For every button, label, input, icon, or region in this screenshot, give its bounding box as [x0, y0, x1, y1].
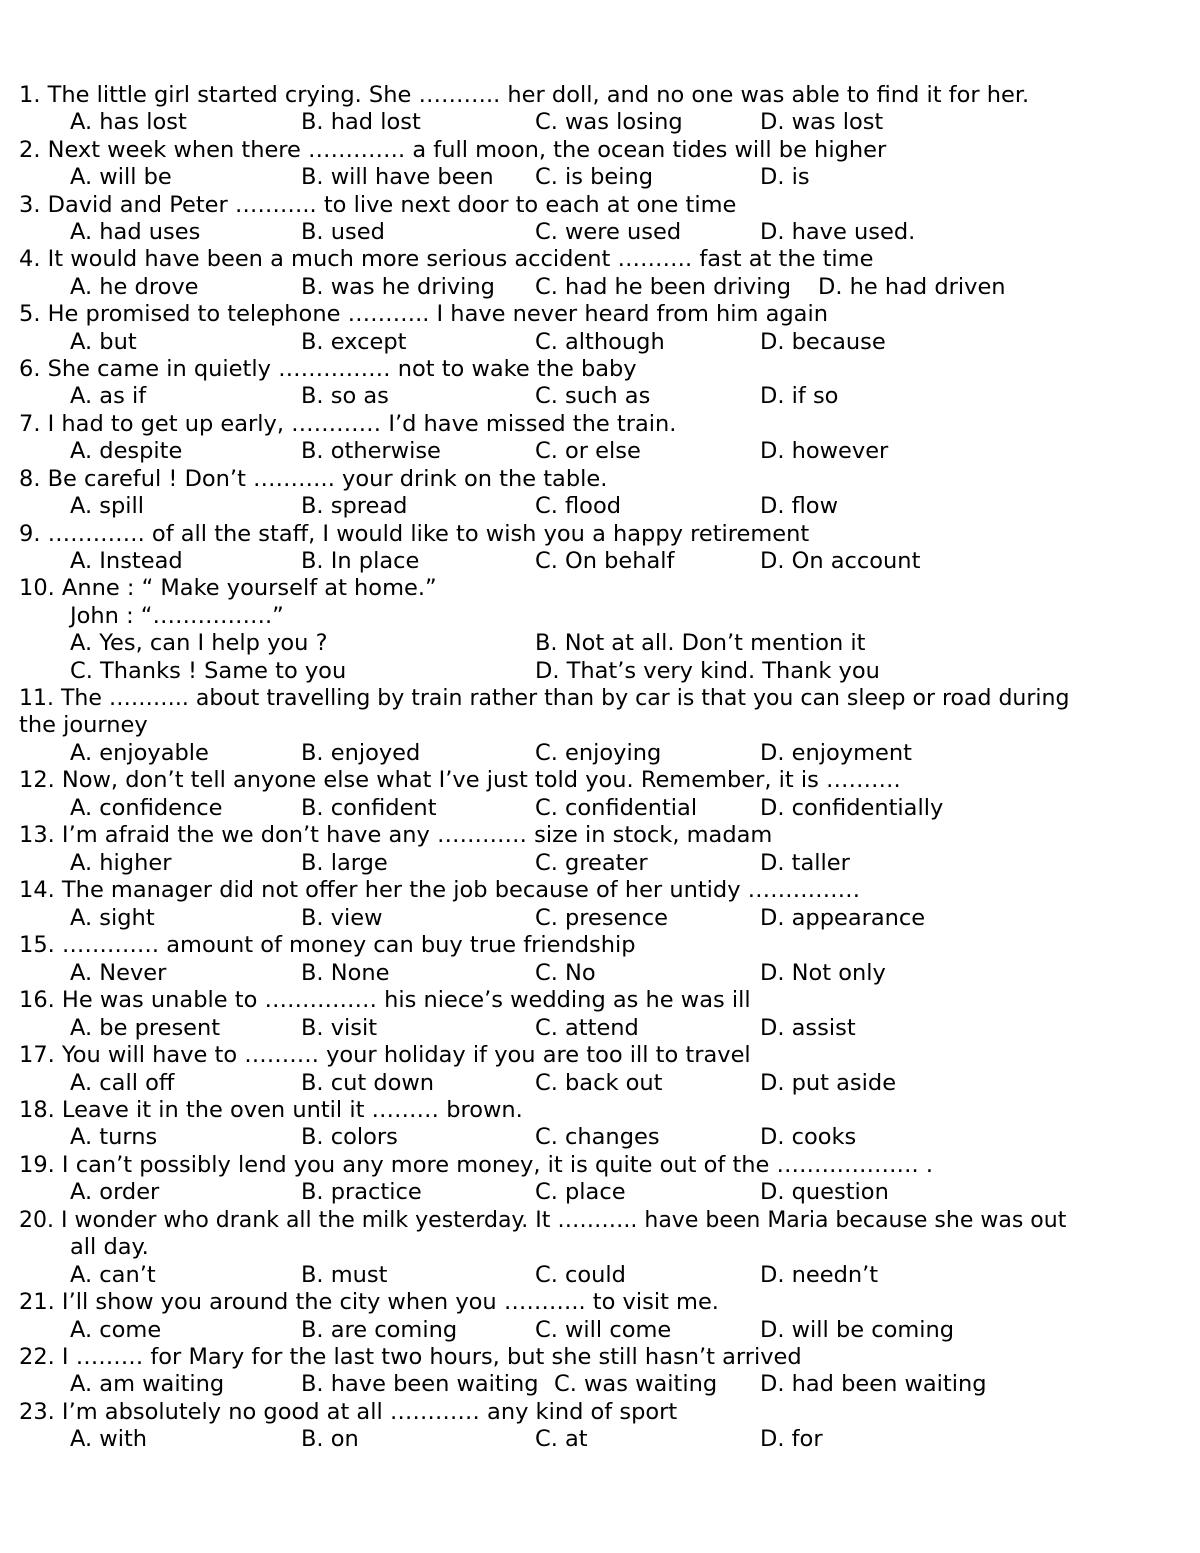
option-a: A. despite	[70, 438, 183, 464]
option-b: B. have been waiting	[301, 1371, 539, 1397]
option-d: D. assist	[760, 1015, 856, 1041]
option-a: A. turns	[70, 1124, 158, 1150]
option-c: C. attend	[535, 1015, 639, 1041]
option-b: B. except	[301, 329, 407, 355]
option-c: C. were used	[535, 219, 682, 245]
option-b: B. colors	[301, 1124, 398, 1150]
option-c: C. although	[535, 329, 665, 355]
option-b: B. large	[301, 850, 388, 876]
option-b: B. cut down	[301, 1070, 435, 1096]
option-b: B. practice	[301, 1179, 422, 1205]
option-d: D. however	[760, 438, 889, 464]
question-19: 19. I can’t possibly lend you any more money, it is quite out of the ………………. .	[19, 1152, 933, 1178]
question-18: 18. Leave it in the oven until it ……… brown.	[19, 1097, 523, 1123]
question-16: 16. He was unable to …………… his niece’s wedding as he was ill	[19, 987, 751, 1013]
option-b: B. used	[301, 219, 385, 245]
question-17: 17. You will have to ………. your holiday if you are too ill to travel	[19, 1042, 751, 1068]
option-d: D. confidentially	[760, 795, 944, 821]
question-23: 23. I’m absolutely no good at all ………… any kind of sport	[19, 1399, 678, 1425]
option-c: C. had he been driving	[535, 274, 792, 300]
option-a: A. has lost	[70, 109, 187, 135]
option-d: D. he had driven	[818, 274, 1006, 300]
option-a: A. but	[70, 329, 137, 355]
option-c: C. at	[535, 1426, 588, 1452]
option-d: D. for	[760, 1426, 823, 1452]
option-b: B. was he driving	[301, 274, 495, 300]
option-a: A. confidence	[70, 795, 223, 821]
option-b: B. otherwise	[301, 438, 441, 464]
option-a: A. can’t	[70, 1262, 156, 1288]
option-c: C. No	[535, 960, 596, 986]
option-d: D. taller	[760, 850, 850, 876]
option-a: A. with	[70, 1426, 148, 1452]
option-a: A. enjoyable	[70, 740, 209, 766]
question-9: 9. …………. of all the staff, I would like to wish you a happy retirement	[19, 521, 810, 547]
option-a: A. as if	[70, 383, 147, 409]
option-c: C. greater	[535, 850, 648, 876]
question-5: 5. He promised to telephone ……….. I have never heard from him again	[19, 301, 828, 327]
option-d: D. put aside	[760, 1070, 897, 1096]
option-d: D. needn’t	[760, 1262, 879, 1288]
option-c: C. presence	[535, 905, 668, 931]
question-11-continued: the journey	[19, 712, 148, 738]
option-b: B. view	[301, 905, 383, 931]
option-c: C. Thanks ! Same to you	[70, 658, 347, 684]
option-c: C. such as	[535, 383, 651, 409]
option-a: A. come	[70, 1317, 162, 1343]
option-d: D. had been waiting	[760, 1371, 987, 1397]
option-a: A. Yes, can I help you ?	[70, 630, 328, 656]
option-b: B. In place	[301, 548, 420, 574]
question-14: 14. The manager did not offer her the job because of her untidy ……………	[19, 877, 861, 903]
option-d: D. Not only	[760, 960, 886, 986]
option-b: B. had lost	[301, 109, 421, 135]
option-b: B. Not at all. Don’t mention it	[535, 630, 866, 656]
option-c: C. or else	[535, 438, 641, 464]
option-d: D. On account	[760, 548, 921, 574]
option-c: C. was losing	[535, 109, 683, 135]
option-b: B. enjoyed	[301, 740, 421, 766]
option-b: B. None	[301, 960, 390, 986]
option-c: C. confidential	[535, 795, 698, 821]
option-b: B. confident	[301, 795, 437, 821]
option-a: A. had uses	[70, 219, 201, 245]
option-d: D. because	[760, 329, 886, 355]
option-b: B. on	[301, 1426, 359, 1452]
option-b: B. visit	[301, 1015, 378, 1041]
option-a: A. spill	[70, 493, 145, 519]
option-d: D. question	[760, 1179, 889, 1205]
question-21: 21. I’ll show you around the city when you ……….. to visit me.	[19, 1289, 719, 1315]
option-b: B. will have been	[301, 164, 494, 190]
option-a: A. be present	[70, 1015, 221, 1041]
option-d: D. will be coming	[760, 1317, 955, 1343]
option-d: D. cooks	[760, 1124, 857, 1150]
question-8: 8. Be careful ! Don’t ……….. your drink on the table.	[19, 466, 608, 492]
question-22: 22. I ……… for Mary for the last two hours, but she still hasn’t arrived	[19, 1344, 802, 1370]
question-11: 11. The ……….. about travelling by train rather than by car is that you can sleep or road during	[19, 686, 1070, 711]
option-a: A. call off	[70, 1070, 175, 1096]
option-c: C. was waiting	[554, 1371, 718, 1397]
option-a: A. Instead	[70, 548, 183, 574]
option-d: D. have used.	[760, 219, 916, 245]
option-c: C. enjoying	[535, 740, 662, 766]
question-20: 20. I wonder who drank all the milk yesterday. It ……….. have been Maria because she was out	[19, 1208, 1067, 1233]
option-a: A. he drove	[70, 274, 199, 300]
option-b: B. must	[301, 1262, 388, 1288]
option-c: C. will come	[535, 1317, 672, 1343]
question-12: 12. Now, don’t tell anyone else what I’ve just told you. Remember, it is ……….	[19, 767, 901, 793]
question-4: 4. It would have been a much more serious accident ………. fast at the time	[19, 246, 874, 272]
question-13: 13. I’m afraid the we don’t have any ………… size in stock, madam	[19, 822, 773, 848]
question-1: 1. The little girl started crying. She ……….. her doll, and no one was able to find it for her.	[19, 82, 1030, 108]
option-a: A. am waiting	[70, 1371, 225, 1397]
option-a: A. Never	[70, 960, 167, 986]
option-c: C. flood	[535, 493, 622, 519]
option-b: B. spread	[301, 493, 408, 519]
option-c: C. changes	[535, 1124, 660, 1150]
option-d: D. flow	[760, 493, 838, 519]
option-c: C. On behalf	[535, 548, 675, 574]
option-d: D. enjoyment	[760, 740, 912, 766]
option-b: B. so as	[301, 383, 389, 409]
option-b: B. are coming	[301, 1317, 458, 1343]
option-d: D. That’s very kind. Thank you	[535, 658, 880, 684]
option-d: D. appearance	[760, 905, 926, 931]
option-a: A. will be	[70, 164, 172, 190]
option-c: C. could	[535, 1262, 626, 1288]
option-d: D. if so	[760, 383, 839, 409]
question-2: 2. Next week when there …………. a full moon, the ocean tides will be higher	[19, 137, 887, 163]
option-c: C. place	[535, 1179, 626, 1205]
question-15: 15. …………. amount of money can buy true friendship	[19, 932, 636, 958]
question-10: 10. Anne : “ Make yourself at home.”	[19, 575, 437, 601]
dialogue-reply: John : “…………….”	[70, 603, 284, 629]
question-20-continued: all day.	[70, 1234, 149, 1260]
option-a: A. sight	[70, 905, 155, 931]
question-7: 7. I had to get up early, ………… I’d have missed the train.	[19, 411, 677, 437]
question-6: 6. She came in quietly …………… not to wake the baby	[19, 356, 637, 382]
option-a: A. order	[70, 1179, 160, 1205]
option-d: D. is	[760, 164, 810, 190]
option-a: A. higher	[70, 850, 172, 876]
option-c: C. is being	[535, 164, 654, 190]
question-3: 3. David and Peter ……….. to live next door to each at one time	[19, 192, 737, 218]
option-c: C. back out	[535, 1070, 663, 1096]
option-d: D. was lost	[760, 109, 884, 135]
